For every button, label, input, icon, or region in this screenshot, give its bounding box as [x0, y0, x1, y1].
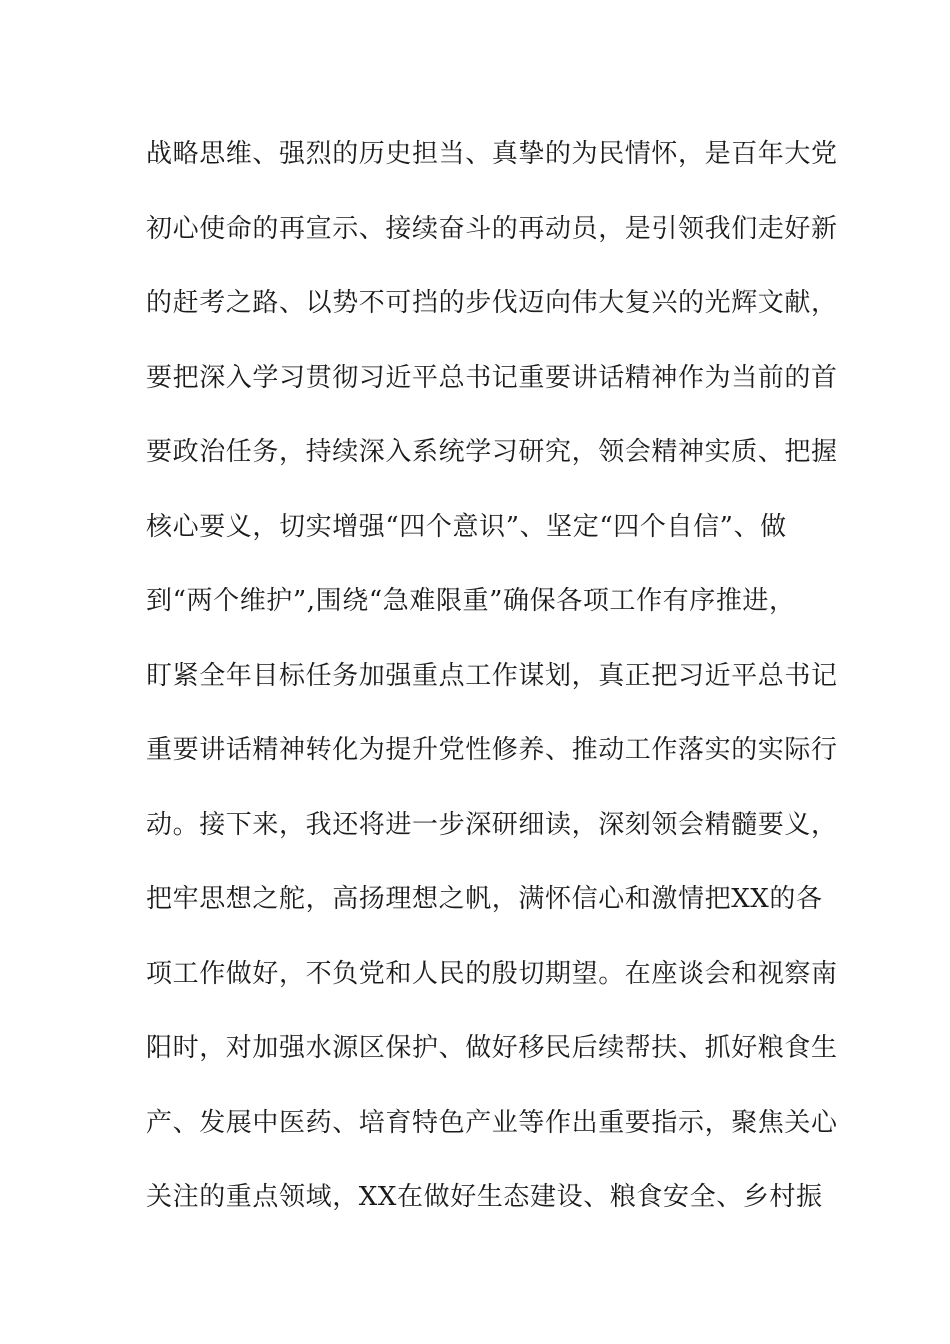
text-line: 要政治任务，持续深入系统学习研究，领会精神实质、把握: [146, 437, 838, 467]
text-line: 产、发展中医药、培育特色产业等作出重要指示，聚焦关心: [146, 1107, 838, 1138]
text-line: 把牢思想之舵，高扬理想之帆，满怀信心和激情把XX的各: [146, 884, 823, 914]
text-line: 项工作做好，不负党和人民的殷切期望。在座谈会和视察南: [146, 958, 838, 989]
text-line: 重要讲话精神转化为提升党性修养、推动工作落实的实际行: [146, 735, 838, 765]
text-line: 的赶考之路、以势不可挡的步伐迈向伟大复兴的光辉文献，: [146, 288, 838, 318]
text-line: 阳时，对加强水源区保护、做好移民后续帮扶、抓好粮食生: [146, 1033, 838, 1063]
text-line: 要把深入学习贯彻习近平总书记重要讲话精神作为当前的首: [146, 362, 838, 393]
text-line: 初心使命的再宣示、接续奋斗的再动员，是引领我们走好新: [146, 213, 838, 244]
text-line: 核心要义，切实增强“四个意识”、坚定“四个自信”、做: [146, 511, 787, 542]
text-line: 盯紧全年目标任务加强重点工作谋划，真正把习近平总书记: [146, 660, 838, 691]
text-line: 动。接下来，我还将进一步深研细读，深刻领会精髓要义，: [146, 809, 838, 840]
body-text: [146, 132, 838, 1250]
text-line: 关注的重点领域，XX在做好生态建设、粮食安全、乡村振: [146, 1182, 823, 1212]
text-line: 到“两个维护”,围绕“急难限重”确保各项工作有序推进，: [146, 586, 796, 616]
text-line: 战略思维、强烈的历史担当、真挚的为民情怀，是百年大党: [146, 139, 838, 169]
